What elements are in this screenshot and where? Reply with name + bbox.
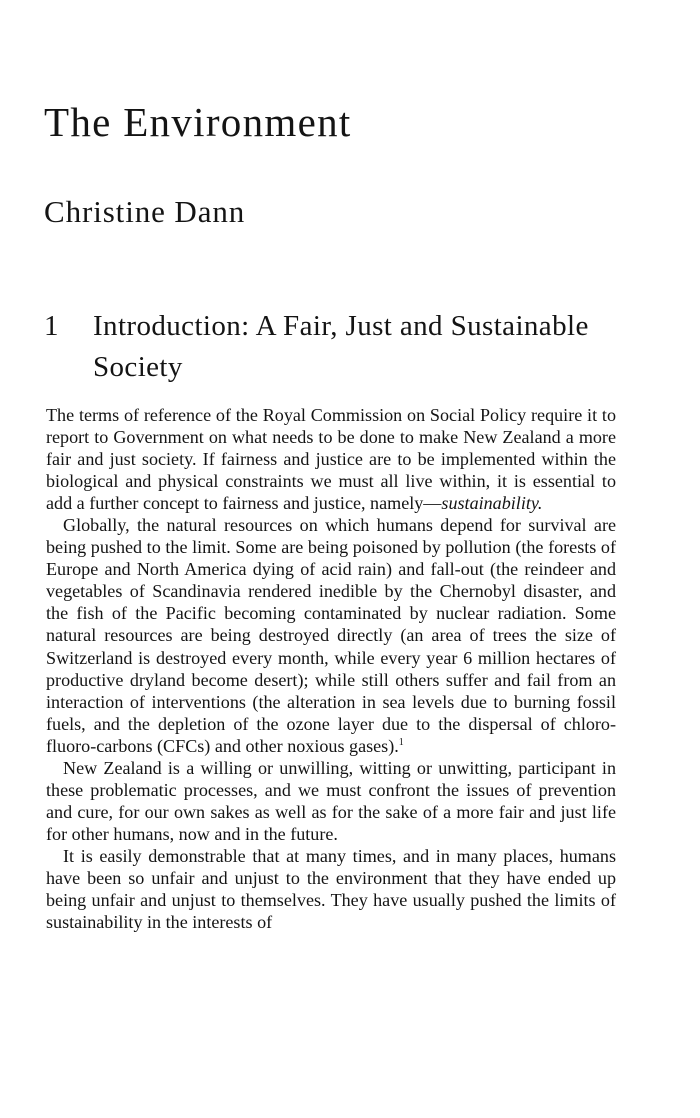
paragraph-1 — [46, 404, 616, 514]
paragraph-2-text: Globally, the natural resources on which humans depend for survival are being pushed to the limit. Some are being poisoned by pollution (the forests of Europe and North America dying of acid rain) and fall-out (the reindeer and vegetables of Scandinavia rendered inedible by the Chernobyl disaster, and the fish of the Pacific becoming contaminated by nuclear radiation. Some natural resources are being destroyed directly (an area of trees the size of Switzerland is destroyed every month, while every year 6 million hectares of productive dryland become desert); while still others suffer and fail from an interaction of interventions (the alteration in sea levels due to burning fossil fuels, and the depletion of the ozone layer due to the dispersal of chloro-fluoro-carbons (CFCs) and other noxious gases). — [46, 515, 616, 756]
section-heading — [44, 306, 664, 388]
paragraph-1-text: The terms of reference of the Royal Commission on Social Policy require it to report to Government on what needs to be done to make New Zealand a more fair and just society. If fairness and justice are to be implemented within the biological and physical constraints we must all live within, it is essential to add a further concept to fairness and justice, namely— — [46, 405, 616, 514]
paragraph-1-emphasis: sustainability. — [441, 493, 543, 514]
chapter-author: Christine Dann — [44, 194, 246, 229]
chapter-title: The Environment — [44, 99, 352, 145]
paragraph-2 — [46, 514, 616, 757]
body-text — [46, 404, 616, 933]
section-number: 1 — [44, 310, 59, 342]
paragraph-3: New Zealand is a willing or unwilling, witting or unwitting, participant in these problematic processes, and we must confront the issues of prevention and cure, for our own sakes as well as for the sake of a more fair and just life for other humans, now and in the future. — [46, 757, 616, 844]
footnote-marker: 1 — [398, 736, 404, 748]
section-title: Introduction: A Fair, Just and Sustainable Society — [93, 310, 589, 383]
paragraph-4: It is easily demonstrable that at many times, and in many places, humans have been so unfair and unjust to the environment that they have ended up being unfair and unjust to themselves. They have usually pushed the limits of sustainability in the interests of — [46, 845, 616, 933]
